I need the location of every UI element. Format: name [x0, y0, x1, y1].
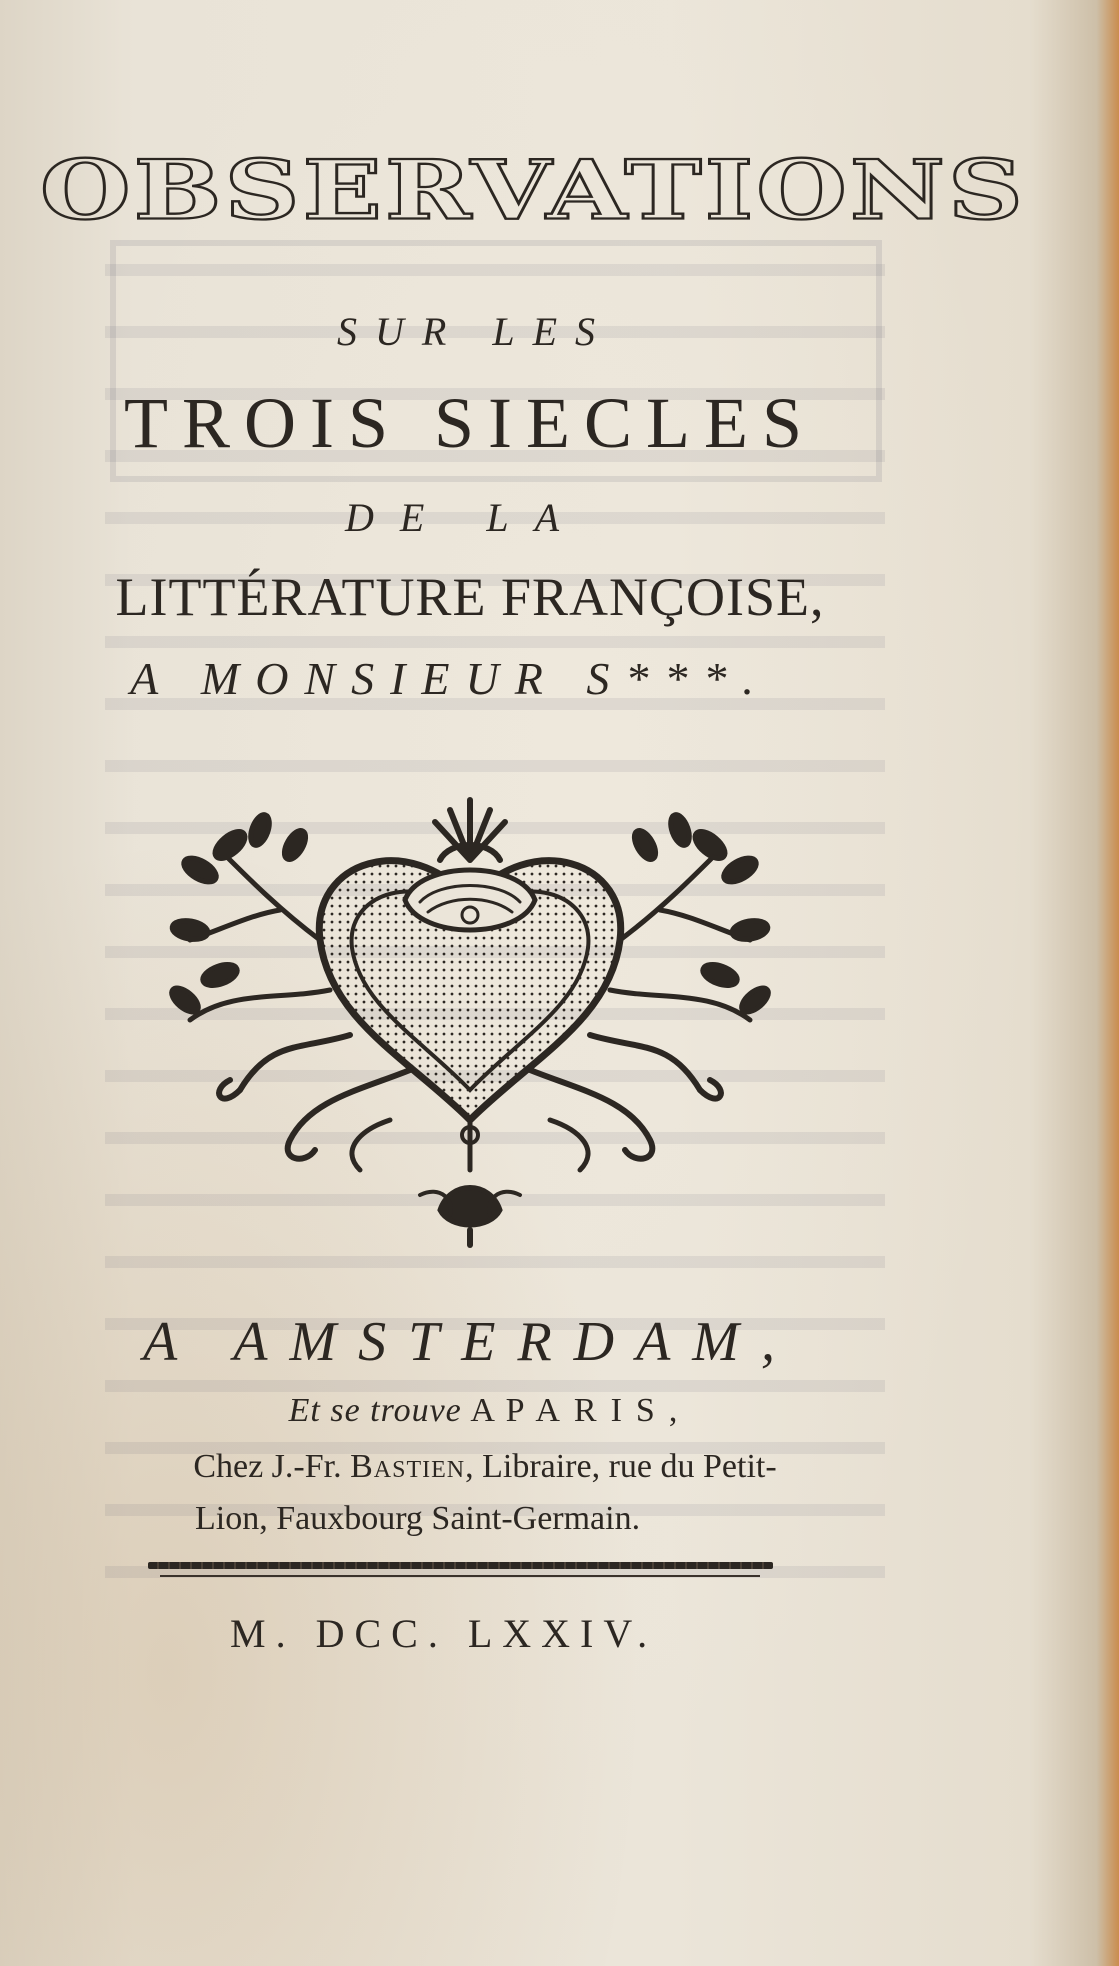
imprint-chez: Chez J.-Fr.	[193, 1448, 342, 1485]
imprint-paris-line	[210, 1392, 770, 1430]
ornamental-rule	[148, 1562, 773, 1569]
subtitle-trois-siecles: TROIS SIECLES	[123, 383, 817, 463]
imprint-a: A	[470, 1392, 496, 1429]
subtitle-litterature: LITTÉRATURE FRANÇOISE,	[115, 567, 825, 627]
imprint-publisher-line	[70, 1448, 900, 1486]
imprint-address: , Libraire, rue du Petit-	[465, 1448, 777, 1485]
floral-vignette-ornament	[160, 790, 780, 1250]
imprint-address-line: Lion, Fauxbourg Saint-Germain.	[195, 1500, 641, 1537]
imprint-place: A AMSTERDAM,	[143, 1311, 797, 1373]
thin-rule	[160, 1575, 760, 1577]
subtitle-sur-les: SUR LES	[337, 309, 613, 354]
imprint-year: M. DCC. LXXIV.	[230, 1611, 658, 1656]
imprint-also-found: Et se trouve	[288, 1392, 462, 1429]
book-title: OBSERVATIONS	[40, 142, 1027, 238]
subtitle-de-la: DE LA	[345, 495, 585, 540]
imprint-paris: PARIS,	[505, 1392, 692, 1429]
imprint-publisher-name: Bastien	[350, 1448, 466, 1485]
dedication-line: A MONSIEUR S***.	[130, 653, 770, 704]
